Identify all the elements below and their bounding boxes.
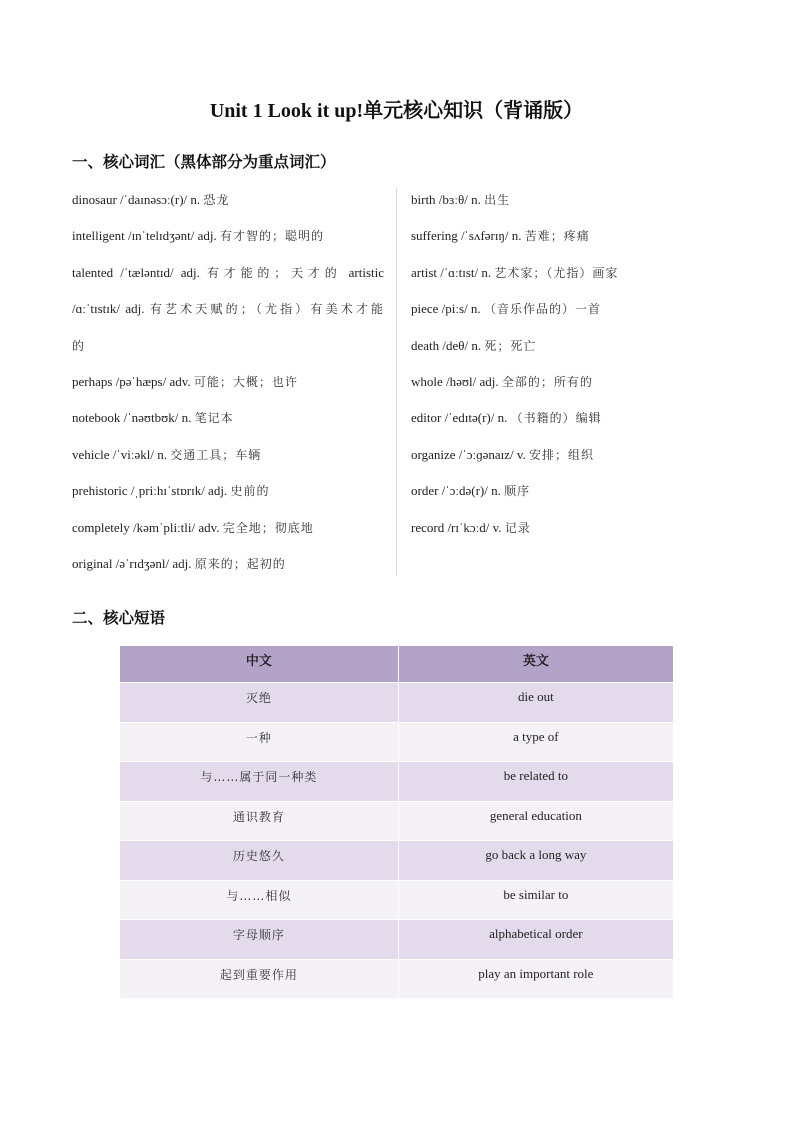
- table-row: [120, 880, 674, 920]
- vocab-word: suffering /ˈsʌfərɪŋ/ n.: [411, 228, 522, 244]
- phrases-table: [120, 646, 674, 999]
- column-header-english: 英文: [398, 646, 673, 683]
- vocab-word: artistic: [348, 264, 384, 280]
- phrase-chinese: 灭绝: [120, 683, 398, 723]
- vocab-entry: [411, 406, 731, 442]
- vocab-meaning: （书籍的）编辑: [510, 411, 602, 426]
- table-header-row: [120, 646, 674, 683]
- vocab-word: vehicle /ˈviːəkl/ n.: [72, 446, 167, 462]
- vocab-meaning: 全部的；所有的: [501, 374, 593, 389]
- vocab-meaning: （音乐作品的）一首: [483, 302, 601, 317]
- phrase-english: general education: [398, 801, 673, 841]
- table-row: [120, 801, 674, 841]
- vocab-meaning: 记录: [504, 520, 531, 535]
- vocab-meaning: 恐龙: [203, 193, 230, 207]
- phrase-chinese: 与……相似: [120, 880, 398, 920]
- phrase-english: alphabetical order: [398, 920, 673, 960]
- vocab-entry: [411, 443, 731, 479]
- vocab-entry: [411, 516, 731, 552]
- vocab-word: organize /ˈɔːɡənaɪz/ v.: [411, 446, 526, 462]
- vocab-word: prehistoric /ˌpriːhɪˈstɒrɪk/ adj.: [72, 483, 228, 499]
- vocab-word: /ɑːˈtɪstɪk/ adj.: [72, 301, 145, 317]
- phrases-heading: 二、核心短语: [72, 610, 166, 627]
- vocab-meaning: 的: [72, 338, 86, 353]
- vocab-entry-continuation: [72, 334, 384, 370]
- vocab-word: piece /piːs/ n.: [411, 301, 481, 317]
- vocab-word: record /rɪˈkɔːd/ v.: [411, 519, 502, 535]
- vocab-meaning: 有才智的；聪明的: [220, 229, 325, 244]
- vocab-meaning: 交通工具；车辆: [170, 447, 262, 462]
- vocab-right-column: [411, 188, 731, 552]
- vocab-word: talented /ˈtæləntɪd/ adj.: [72, 264, 200, 280]
- vocab-meaning: 史前的: [230, 484, 270, 499]
- vocab-entry: [411, 479, 731, 515]
- vocab-word: intelligent /ɪnˈtelɪdʒənt/ adj.: [72, 228, 217, 244]
- vocab-meaning: 出生: [484, 193, 511, 207]
- vocab-entry: [72, 297, 384, 333]
- vocab-word: dinosaur /ˈdaɪnəsɔː(r)/ n.: [72, 192, 201, 207]
- phrase-chinese: 历史悠久: [120, 841, 398, 881]
- vocab-word: whole /həʊl/ adj.: [411, 373, 499, 389]
- table-row: [120, 841, 674, 881]
- vocab-entry: [72, 516, 384, 552]
- table-row: [120, 959, 674, 999]
- phrase-english: play an important role: [398, 959, 673, 999]
- vocab-entry: [72, 552, 384, 588]
- phrase-chinese: 一种: [120, 722, 398, 762]
- vocab-meaning: 顺序: [504, 484, 531, 499]
- table-row: [120, 762, 674, 802]
- vocab-entry: [411, 297, 731, 333]
- vocab-meaning: 有才能的；天才的: [206, 265, 342, 280]
- table-row: [120, 683, 674, 723]
- vocab-left-column: [72, 188, 384, 588]
- vocab-meaning: 笔记本: [194, 411, 234, 426]
- vocab-entry: [72, 188, 384, 224]
- vocab-meaning: 苦难；疼痛: [524, 229, 590, 244]
- column-header-chinese: 中文: [120, 646, 398, 683]
- phrase-english: a type of: [398, 722, 673, 762]
- table-row: [120, 920, 674, 960]
- page-title: Unit 1 Look it up!单元核心知识（背诵版）: [209, 100, 584, 122]
- vocab-meaning: 完全地；彻底地: [222, 520, 314, 535]
- vocab-word: birth /bɜːθ/ n.: [411, 192, 481, 207]
- vocab-word: original /əˈrɪdʒənl/ adj.: [72, 555, 192, 571]
- phrase-english: be similar to: [398, 880, 673, 920]
- vocab-word: completely /kəmˈpliːtli/ adv.: [72, 519, 220, 535]
- phrase-chinese: 起到重要作用: [120, 959, 398, 999]
- vocab-word: editor /ˈedɪtə(r)/ n.: [411, 410, 508, 426]
- phrase-chinese: 通识教育: [120, 801, 398, 841]
- phrase-chinese: 与……属于同一种类: [120, 762, 398, 802]
- vocab-entry: [411, 224, 731, 260]
- table-row: [120, 722, 674, 762]
- vocab-word: notebook /ˈnəʊtbʊk/ n.: [72, 410, 192, 426]
- vocab-entry: [411, 334, 731, 370]
- phrase-english: die out: [398, 683, 673, 723]
- vocab-entry: [72, 261, 384, 297]
- phrase-chinese: 字母顺序: [120, 920, 398, 960]
- vocab-meaning: 艺术家；（尤指）画家: [494, 265, 619, 280]
- vocab-meaning: 有艺术天赋的；（尤指）有美术才能: [149, 302, 384, 317]
- vocab-entry: [72, 406, 384, 442]
- vocab-word: death /deθ/ n.: [411, 337, 482, 353]
- phrase-english: be related to: [398, 762, 673, 802]
- vocab-entry: [411, 370, 731, 406]
- vocab-entry: [411, 188, 731, 224]
- vocab-word: artist /ˈɑːtɪst/ n.: [411, 264, 492, 280]
- vocab-heading: 一、核心词汇（黑体部分为重点词汇）: [72, 154, 336, 171]
- vocab-meaning: 可能；大概；也许: [193, 374, 298, 389]
- vocab-entry: [72, 224, 384, 260]
- vocab-entry: [72, 479, 384, 515]
- vocab-meaning: 死；死亡: [484, 338, 537, 353]
- vocab-word: perhaps /pəˈhæps/ adv.: [72, 373, 191, 389]
- vocab-word: order /ˈɔːdə(r)/ n.: [411, 483, 501, 499]
- vocab-entry: [411, 261, 731, 297]
- column-divider: [396, 188, 397, 576]
- vocab-meaning: 原来的；起初的: [194, 556, 286, 571]
- vocab-meaning: 安排；组织: [529, 447, 595, 462]
- vocab-entry: [72, 443, 384, 479]
- vocab-entry: [72, 370, 384, 406]
- phrase-english: go back a long way: [398, 841, 673, 881]
